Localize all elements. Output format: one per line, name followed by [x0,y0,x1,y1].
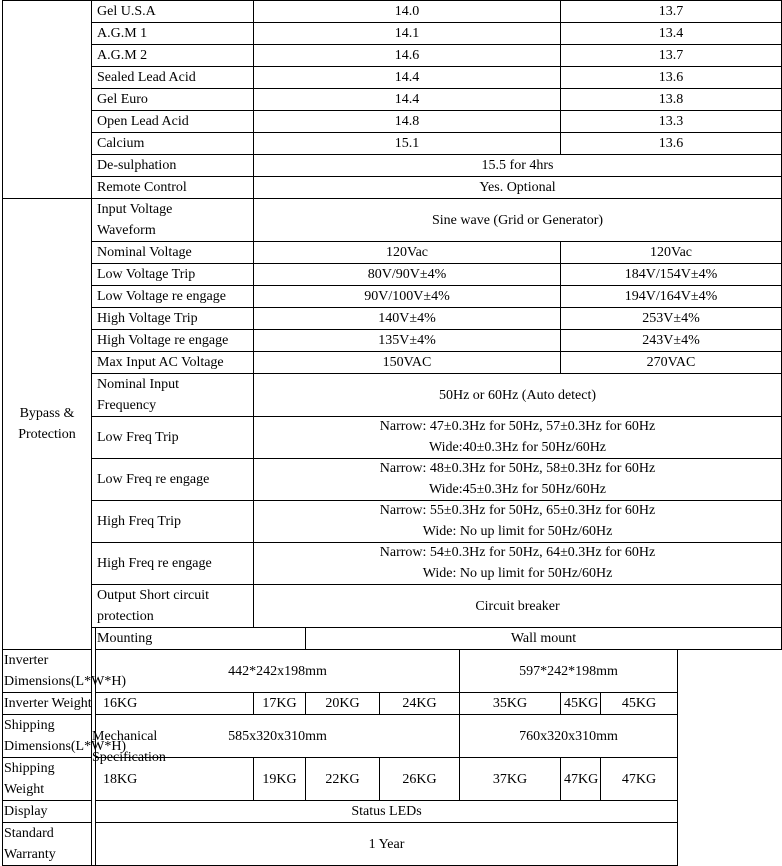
value-230v: 253V±4% [561,308,782,330]
table-row [3,308,782,330]
bulk-voltage: 14.1 [254,23,561,45]
table-row [3,177,782,199]
row-label: Low Freq re engage [92,459,254,501]
table-row [3,242,782,264]
table-row [3,628,782,650]
table-row [3,133,782,155]
table-row [3,650,782,693]
value-120v: 90V/100V±4% [254,286,561,308]
desulphation-value: 15.5 for 4hrs [254,155,782,177]
value-120v: 140V±4% [254,308,561,330]
frequency-range: Narrow: 55±0.3Hz for 50Hz, 65±0.3Hz for 60Hz Wide: No up limit for 50Hz/60Hz [254,501,782,543]
table-row [3,89,782,111]
table-row [3,1,782,23]
row-label: Mounting [96,628,306,650]
frequency-range: Narrow: 48±0.3Hz for 50Hz, 58±0.3Hz for 60Hz Wide:45±0.3Hz for 50Hz/60Hz [254,459,782,501]
weight-cell: 17KG [254,693,306,715]
row-label: Max Input AC Voltage [92,352,254,374]
row-label: Sealed Lead Acid [92,67,254,89]
row-label: High Voltage re engage [92,330,254,352]
row-label: Nominal Input Frequency [92,374,254,417]
table-row [3,823,782,866]
weight-cell: 47KG [561,758,601,801]
table-row [3,374,782,417]
display-value: Status LEDs [96,801,678,823]
row-label: Standard Warranty [3,823,96,866]
row-label: High Freq re engage [92,543,254,585]
table-row [3,330,782,352]
row-label: Low Voltage Trip [92,264,254,286]
row-label: Display [3,801,96,823]
float-voltage: 13.8 [561,89,782,111]
float-voltage: 13.4 [561,23,782,45]
row-label: Low Voltage re engage [92,286,254,308]
row-label: De-sulphation [92,155,254,177]
value-230v: 194V/164V±4% [561,286,782,308]
warranty-value: 1 Year [96,823,678,866]
row-label: Shipping Weight [3,758,96,801]
value-120v: 120Vac [254,242,561,264]
row-label: Output Short circuit protection [92,585,254,628]
weight-cell: 19KG [254,758,306,801]
row-label: Gel U.S.A [92,1,254,23]
weight-cell: 45KG [561,693,601,715]
table-row [3,286,782,308]
row-label: High Voltage Trip [92,308,254,330]
dimension-value: 442*242x198mm [96,650,460,693]
frequency-value: 50Hz or 60Hz (Auto detect) [254,374,782,417]
table-row [3,45,782,67]
short-circuit-value: Circuit breaker [254,585,782,628]
table-row [3,155,782,177]
float-voltage: 13.3 [561,111,782,133]
table-row [3,801,782,823]
section-label-bypass [3,199,92,650]
row-label: Calcium [92,133,254,155]
table-row [3,67,782,89]
row-label: Input Voltage Waveform [92,199,254,242]
float-voltage: 13.6 [561,133,782,155]
waveform-value: Sine wave (Grid or Generator) [254,199,782,242]
value-230v: 243V±4% [561,330,782,352]
section-label-charging [3,1,92,199]
table-row [3,543,782,585]
float-voltage: 13.7 [561,1,782,23]
row-label: Inverter Weight [3,693,96,715]
row-label: A.G.M 1 [92,23,254,45]
row-label: High Freq Trip [92,501,254,543]
mounting-value: Wall mount [306,628,782,650]
row-label: Remote Control [92,177,254,199]
weight-cell: 37KG [460,758,561,801]
bulk-voltage: 15.1 [254,133,561,155]
section-line: Bypass & [19,406,75,421]
float-voltage: 13.7 [561,45,782,67]
value-230v: 270VAC [561,352,782,374]
weight-cell: 22KG [306,758,380,801]
weight-cell: 26KG [380,758,460,801]
section-line: Mechanical [92,728,158,744]
weight-cell: 24KG [380,693,460,715]
weight-cell: 35KG [460,693,561,715]
float-voltage: 13.6 [561,67,782,89]
table-row [3,111,782,133]
table-row [3,417,782,459]
bulk-voltage: 14.4 [254,67,561,89]
table-row [3,693,782,715]
bulk-voltage: 14.8 [254,111,561,133]
frequency-range: Narrow: 54±0.3Hz for 50Hz, 64±0.3Hz for 60Hz Wide: No up limit for 50Hz/60Hz [254,543,782,585]
frequency-range: Narrow: 47±0.3Hz for 50Hz, 57±0.3Hz for 60Hz Wide:40±0.3Hz for 50Hz/60Hz [254,417,782,459]
table-row [3,23,782,45]
table-row [3,352,782,374]
row-label: Open Lead Acid [92,111,254,133]
table-row [3,264,782,286]
section-line: Specification [92,749,166,765]
weight-cell: 16KG [96,693,254,715]
bulk-voltage: 14.4 [254,89,561,111]
weight-cell: 45KG [601,693,678,715]
table-row [3,501,782,543]
row-label: Nominal Voltage [92,242,254,264]
value-120v: 80V/90V±4% [254,264,561,286]
value-230v: 120Vac [561,242,782,264]
value-120v: 150VAC [254,352,561,374]
row-label: A.G.M 2 [92,45,254,67]
dimension-value: 597*242*198mm [460,650,678,693]
weight-cell: 20KG [306,693,380,715]
dimension-value: 585x320x310mm [96,715,460,758]
row-label: Low Freq Trip [92,417,254,459]
row-label: Gel Euro [92,89,254,111]
table-row [3,199,782,242]
value-120v: 135V±4% [254,330,561,352]
table-row [3,585,782,628]
dimension-value: 760x320x310mm [460,715,678,758]
table-row [3,459,782,501]
row-label: Inverter Dimensions(L*W*H) [3,650,96,693]
weight-cell: 47KG [601,758,678,801]
bulk-voltage: 14.6 [254,45,561,67]
section-line: Protection [18,427,76,442]
row-label: Shipping Dimensions(L*W*H) [3,715,96,758]
remote-control-value: Yes. Optional [254,177,782,199]
weight-cell: 18KG [96,758,254,801]
value-230v: 184V/154V±4% [561,264,782,286]
bulk-voltage: 14.0 [254,1,561,23]
spec-table [2,0,782,866]
